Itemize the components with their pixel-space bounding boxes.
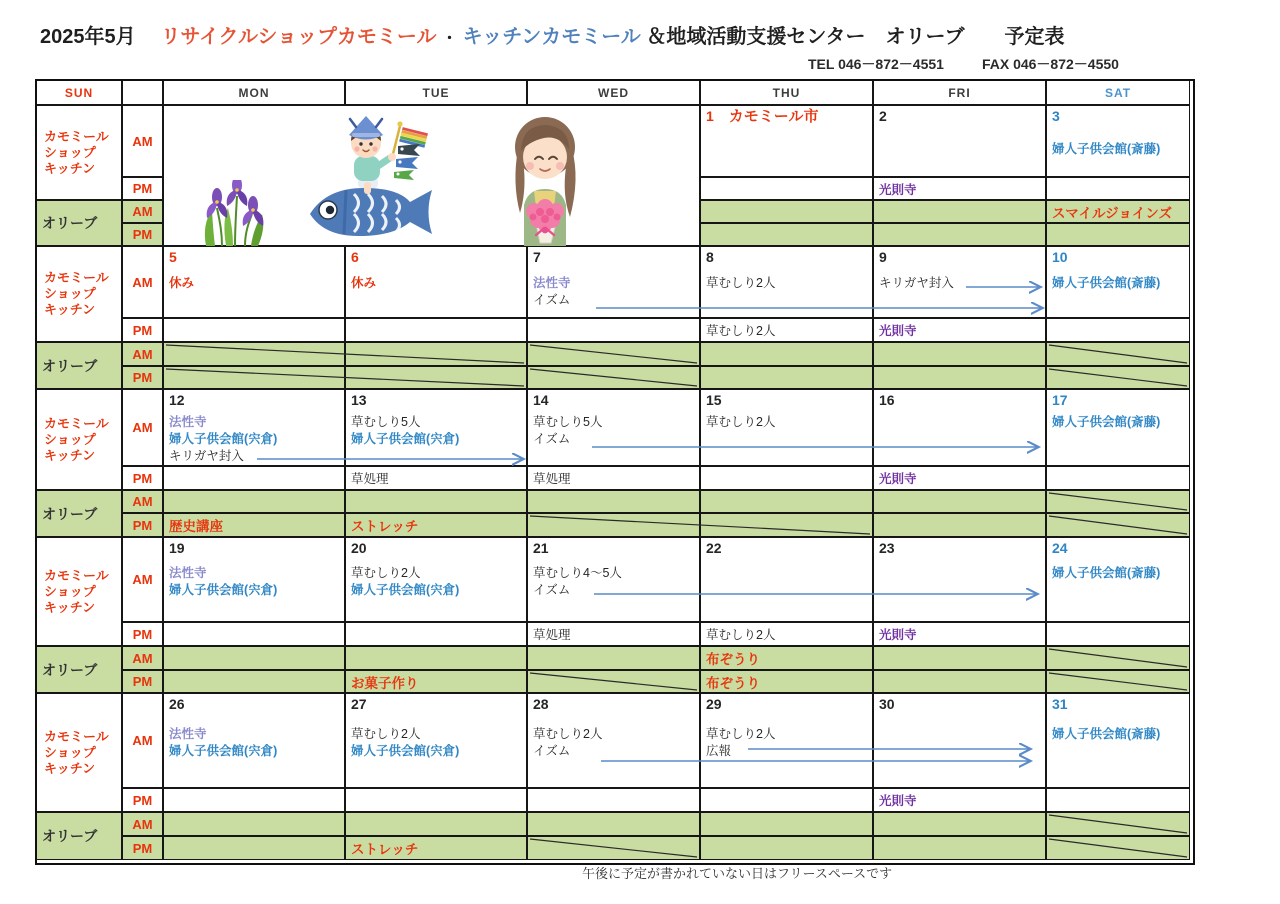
day-cell-olive-pm xyxy=(527,513,700,537)
day-number: 9 xyxy=(879,249,887,265)
day-cell-olive-pm xyxy=(873,223,1046,246)
am-events xyxy=(164,275,344,292)
day-cell-am xyxy=(1046,693,1190,788)
day-cell-olive-pm xyxy=(345,366,527,389)
day-cell-pm xyxy=(527,788,700,812)
am-row-label: AM xyxy=(122,646,163,670)
event-text: 法性寺 xyxy=(169,727,207,741)
day-header-fri: FRI xyxy=(873,80,1046,105)
pm-row-label: PM xyxy=(122,318,163,342)
event-text: 法性寺 xyxy=(533,276,571,290)
event-text: 婦人子供会館(宍倉) xyxy=(351,744,460,758)
am-row-label: AM xyxy=(122,105,163,177)
day-cell-olive-pm xyxy=(873,366,1046,389)
boy-on-koinobori-illustration xyxy=(306,114,438,246)
day-cell-pm xyxy=(1046,318,1190,342)
day-cell-am xyxy=(163,246,345,318)
event-text: 婦人子供会館(宍倉) xyxy=(169,744,278,758)
day-cell-olive-am xyxy=(345,812,527,836)
day-cell-olive-pm xyxy=(1046,223,1190,246)
day-number: 3 xyxy=(1052,108,1060,124)
event-text: 広報 xyxy=(706,744,732,758)
day-cell-olive-pm xyxy=(163,836,345,860)
day-cell-am xyxy=(527,389,700,466)
event-text: 法性寺 xyxy=(169,566,207,580)
event-text: 婦人子供会館(宍倉) xyxy=(169,583,278,597)
day-cell-pm xyxy=(1046,177,1190,200)
day-number: 12 xyxy=(169,392,185,408)
day-cell-olive-am xyxy=(527,490,700,513)
day-cell-pm xyxy=(873,788,1046,812)
day-cell-olive-am xyxy=(700,342,873,366)
am-events xyxy=(874,275,1045,292)
am-events xyxy=(1047,726,1189,743)
pm-row-label: PM xyxy=(122,177,163,200)
event-text: 草むしり2人 xyxy=(706,628,776,642)
day-cell-pm xyxy=(163,466,345,490)
day-number: 21 xyxy=(533,540,549,556)
am-events xyxy=(164,565,344,599)
contact-info xyxy=(808,54,1119,74)
day-cell-olive-am xyxy=(163,490,345,513)
day-cell-am xyxy=(163,537,345,622)
pm-row-label: PM xyxy=(122,788,163,812)
shop-label-line: キッチン xyxy=(44,760,96,776)
day-cell-pm xyxy=(345,788,527,812)
shop-label-line: カモミール xyxy=(44,728,109,744)
shop-row-label xyxy=(36,389,122,490)
day-header-thu: THU xyxy=(700,80,873,105)
day-cell-olive-am xyxy=(163,646,345,670)
day-cell-olive-pm xyxy=(345,836,527,860)
day-cell-olive-pm xyxy=(163,366,345,389)
day-cell-am xyxy=(345,693,527,788)
day-cell-olive-pm xyxy=(700,513,873,537)
event-text: 婦人子供会館(斎藤) xyxy=(1052,566,1161,580)
day-number: 20 xyxy=(351,540,367,556)
shop-label-line: ショップ xyxy=(44,744,96,760)
day-cell-pm xyxy=(700,177,873,200)
day-header-sat: SAT xyxy=(1046,80,1190,105)
am-events xyxy=(346,726,526,760)
shop-row-label xyxy=(36,105,122,200)
day-cell-olive-am xyxy=(700,812,873,836)
am-row-label: AM xyxy=(122,490,163,513)
day-cell-olive-am xyxy=(527,812,700,836)
day-number: 29 xyxy=(706,696,722,712)
olive-row-label: オリーブ xyxy=(36,812,122,860)
day-cell-am xyxy=(873,246,1046,318)
day-header-tue: TUE xyxy=(345,80,527,105)
day-cell-olive-pm xyxy=(873,670,1046,693)
day-cell-am xyxy=(527,693,700,788)
day-number: 6 xyxy=(351,249,359,265)
day-cell-olive-am xyxy=(1046,342,1190,366)
day-cell-olive-pm xyxy=(1046,836,1190,860)
pm-row-label: PM xyxy=(122,466,163,490)
day-cell-am xyxy=(345,389,527,466)
am-row-label: AM xyxy=(122,389,163,466)
day-cell-pm xyxy=(163,318,345,342)
day-cell-pm xyxy=(873,177,1046,200)
day-number: 8 xyxy=(706,249,714,265)
day-cell-olive-am xyxy=(1046,812,1190,836)
day-cell-olive-am xyxy=(873,200,1046,223)
day-cell-pm xyxy=(345,622,527,646)
event-text: 休み xyxy=(351,276,377,290)
day-cell-olive-pm xyxy=(873,513,1046,537)
day-cell-am xyxy=(345,537,527,622)
day-cell-olive-pm xyxy=(1046,513,1190,537)
am-row-label: AM xyxy=(122,200,163,223)
event-text: 布ぞうり xyxy=(706,652,760,667)
day-cell-olive-am xyxy=(1046,200,1190,223)
event-text: 草むしり4～5人 xyxy=(533,566,622,580)
day-number: 2 xyxy=(879,108,887,124)
am-row-label: AM xyxy=(122,537,163,622)
olive-row-label: オリーブ xyxy=(36,646,122,693)
day-cell-pm xyxy=(163,622,345,646)
title-month: 2025年5月 xyxy=(40,26,136,48)
day-number: 7 xyxy=(533,249,541,265)
shop-label-line: カモミール xyxy=(44,567,109,583)
event-text: 布ぞうり xyxy=(706,675,760,691)
event-text: 草むしり2人 xyxy=(706,415,776,429)
day-cell-olive-pm xyxy=(163,513,345,537)
day-number: 31 xyxy=(1052,696,1068,712)
day-cell-olive-am xyxy=(527,646,700,670)
event-text: 草むしり2人 xyxy=(706,324,776,338)
day-cell-olive-am xyxy=(345,490,527,513)
event-text: 光則寺 xyxy=(879,794,917,808)
event-text: 草処理 xyxy=(351,472,389,486)
am-events xyxy=(701,726,872,760)
day-number: 14 xyxy=(533,392,549,408)
day-cell-am xyxy=(700,537,873,622)
event-text: 婦人子供会館(斎藤) xyxy=(1052,276,1161,290)
footnote: 午後に予定が書かれていない日はフリースペースです xyxy=(582,866,893,881)
am-row-label: AM xyxy=(122,693,163,788)
event-text: 光則寺 xyxy=(879,628,917,642)
day-cell-olive-am xyxy=(527,342,700,366)
day-cell-olive-pm xyxy=(527,670,700,693)
day-number: 22 xyxy=(706,540,722,556)
event-text: スマイルジョインズ xyxy=(1052,205,1172,221)
page-title xyxy=(40,20,1065,49)
day-cell-am xyxy=(1046,105,1190,177)
day-cell-olive-am xyxy=(700,490,873,513)
event-text: 婦人子供会館(斎藤) xyxy=(1052,727,1161,741)
day-cell-olive-pm xyxy=(527,366,700,389)
event-text: イズム xyxy=(533,293,571,307)
shop-label-line: キッチン xyxy=(44,160,96,176)
day-header-mon: MON xyxy=(163,80,345,105)
event-text: 婦人子供会館(斎藤) xyxy=(1052,415,1161,429)
event-text: 婦人子供会館(宍倉) xyxy=(351,432,460,446)
am-events xyxy=(1047,141,1189,158)
event-text: イズム xyxy=(533,744,571,758)
event-text: イズム xyxy=(533,583,571,597)
event-text: 法性寺 xyxy=(169,415,207,429)
event-text: 婦人子供会館(宍倉) xyxy=(169,432,278,446)
am-events xyxy=(701,275,872,292)
shop-label-line: キッチン xyxy=(44,302,96,317)
event-text: 草むしり5人 xyxy=(533,415,603,429)
am-events xyxy=(1047,275,1189,292)
event-text: 光則寺 xyxy=(879,182,917,197)
day-cell-am xyxy=(873,537,1046,622)
event-text: お菓子作り xyxy=(351,675,419,691)
event-text: 草むしり2人 xyxy=(351,566,421,580)
day-cell-am xyxy=(527,246,700,318)
shop-label-line: キッチン xyxy=(44,599,96,615)
day-number: 1 カモミール市 xyxy=(706,108,819,125)
day-cell-olive-am xyxy=(345,646,527,670)
day-cell-olive-am xyxy=(345,342,527,366)
event-text: ストレッチ xyxy=(351,519,419,534)
shop-label-line: ショップ xyxy=(44,431,96,447)
day-cell-pm xyxy=(527,466,700,490)
shop-label-line: ショップ xyxy=(44,144,96,160)
event-text: 草むしり2人 xyxy=(351,727,421,741)
day-cell-pm xyxy=(700,788,873,812)
day-cell-olive-pm xyxy=(345,513,527,537)
day-cell-olive-am xyxy=(873,490,1046,513)
day-cell-am xyxy=(163,693,345,788)
tel-number: TEL 046－872－4551 xyxy=(808,56,944,72)
day-cell-olive-am xyxy=(873,812,1046,836)
pm-row-label: PM xyxy=(122,836,163,860)
title-rest: ＆地域活動支援センター オリーブ 予定表 xyxy=(646,26,1065,48)
fax-number: FAX 046－872－4550 xyxy=(981,56,1119,72)
day-cell-olive-am xyxy=(1046,646,1190,670)
day-cell-pm xyxy=(1046,466,1190,490)
event-text: ストレッチ xyxy=(351,842,419,857)
event-text: 草むしり2人 xyxy=(706,727,776,741)
day-cell-olive-pm xyxy=(163,670,345,693)
pm-row-label: PM xyxy=(122,622,163,646)
day-cell-am xyxy=(700,389,873,466)
day-cell-olive-am xyxy=(873,646,1046,670)
am-events xyxy=(528,726,699,760)
event-text: キリガヤ封入 xyxy=(169,449,244,463)
day-cell-am xyxy=(345,246,527,318)
shop-label-line: ショップ xyxy=(44,583,96,599)
day-number: 19 xyxy=(169,540,185,556)
event-text: 草むしり2人 xyxy=(533,727,603,741)
am-events xyxy=(528,414,699,448)
day-cell-pm xyxy=(700,622,873,646)
am-events xyxy=(346,275,526,292)
day-cell-pm xyxy=(163,788,345,812)
event-text: 婦人子供会館(宍倉) xyxy=(351,583,460,597)
am-events xyxy=(1047,565,1189,582)
iris-flowers-illustration xyxy=(192,180,274,246)
day-cell-olive-pm xyxy=(700,366,873,389)
day-number: 23 xyxy=(879,540,895,556)
day-cell-am xyxy=(700,105,873,177)
day-number: 28 xyxy=(533,696,549,712)
shop-label-line: キッチン xyxy=(44,447,96,463)
day-cell-am xyxy=(1046,537,1190,622)
pm-row-label: PM xyxy=(122,223,163,246)
shop-label-line: カモミール xyxy=(44,415,109,431)
event-text: イズム xyxy=(533,432,571,446)
day-cell-pm xyxy=(345,466,527,490)
event-text: 婦人子供会館(斎藤) xyxy=(1052,142,1161,156)
day-header-wed: WED xyxy=(527,80,700,105)
event-text: 歴史講座 xyxy=(169,519,223,534)
day-cell-olive-am xyxy=(163,812,345,836)
day-cell-olive-pm xyxy=(700,670,873,693)
shop-row-label xyxy=(36,693,122,812)
day-cell-pm xyxy=(873,318,1046,342)
day-cell-olive-am xyxy=(873,342,1046,366)
event-text: 休み xyxy=(169,276,195,290)
day-cell-am xyxy=(873,105,1046,177)
day-number: 26 xyxy=(169,696,185,712)
olive-row-label: オリーブ xyxy=(36,342,122,389)
day-cell-am xyxy=(873,693,1046,788)
day-cell-pm xyxy=(700,318,873,342)
day-number: 27 xyxy=(351,696,367,712)
event-text: 草むしり2人 xyxy=(706,276,776,290)
day-cell-olive-pm xyxy=(345,670,527,693)
event-text: 光則寺 xyxy=(879,324,917,338)
day-cell-am xyxy=(163,389,345,466)
title-dot: ・ xyxy=(442,30,458,47)
title-org-recycle: リサイクルショップカモミール xyxy=(160,26,437,48)
shop-label-line: カモミール xyxy=(44,270,109,285)
day-number: 5 xyxy=(169,249,177,265)
am-events xyxy=(701,414,872,431)
am-row-label: AM xyxy=(122,246,163,318)
day-cell-olive-pm xyxy=(527,836,700,860)
am-row-label: AM xyxy=(122,812,163,836)
day-cell-olive-am xyxy=(163,342,345,366)
day-cell-olive-pm xyxy=(873,836,1046,860)
event-text: キリガヤ封入 xyxy=(879,276,954,290)
day-header-sun: SUN xyxy=(36,80,122,105)
day-number: 17 xyxy=(1052,392,1068,408)
day-header-blank xyxy=(122,80,163,105)
day-cell-olive-am xyxy=(700,200,873,223)
day-cell-pm xyxy=(700,466,873,490)
event-text: 草むしり5人 xyxy=(351,415,421,429)
day-cell-pm xyxy=(345,318,527,342)
am-events xyxy=(1047,414,1189,431)
event-text: 草処理 xyxy=(533,628,571,642)
day-cell-pm xyxy=(1046,622,1190,646)
event-text: 光則寺 xyxy=(879,472,917,486)
shop-row-label xyxy=(36,246,122,342)
event-text: カモミール市 xyxy=(713,108,819,125)
am-events xyxy=(346,565,526,599)
am-events xyxy=(528,565,699,599)
olive-row-label: オリーブ xyxy=(36,490,122,537)
day-cell-olive-am xyxy=(700,646,873,670)
shop-label-line: ショップ xyxy=(44,286,96,301)
pm-row-label: PM xyxy=(122,366,163,389)
day-cell-pm xyxy=(873,622,1046,646)
day-number: 10 xyxy=(1052,249,1068,265)
day-cell-pm xyxy=(873,466,1046,490)
day-number: 24 xyxy=(1052,540,1068,556)
title-org-kitchen: キッチンカモミール xyxy=(462,26,641,48)
day-cell-am xyxy=(1046,389,1190,466)
day-cell-olive-pm xyxy=(1046,366,1190,389)
pm-row-label: PM xyxy=(122,513,163,537)
shop-row-label xyxy=(36,537,122,646)
day-number: 15 xyxy=(706,392,722,408)
day-cell-olive-am xyxy=(1046,490,1190,513)
day-cell-olive-pm xyxy=(700,223,873,246)
day-cell-pm xyxy=(527,318,700,342)
day-number: 16 xyxy=(879,392,895,408)
woman-with-carnation-bouquet-illustration xyxy=(498,113,592,246)
day-cell-am xyxy=(1046,246,1190,318)
olive-row-label: オリーブ xyxy=(36,200,122,246)
day-cell-am xyxy=(700,693,873,788)
day-number: 30 xyxy=(879,696,895,712)
am-row-label: AM xyxy=(122,342,163,366)
day-number: 13 xyxy=(351,392,367,408)
am-events xyxy=(164,726,344,760)
day-cell-am xyxy=(873,389,1046,466)
day-cell-am xyxy=(700,246,873,318)
shop-label-line: カモミール xyxy=(44,128,109,144)
am-events xyxy=(528,275,699,309)
day-cell-am xyxy=(527,537,700,622)
day-cell-pm xyxy=(1046,788,1190,812)
am-events xyxy=(164,414,344,465)
am-events xyxy=(346,414,526,448)
day-cell-olive-pm xyxy=(1046,670,1190,693)
day-cell-pm xyxy=(527,622,700,646)
day-cell-olive-pm xyxy=(700,836,873,860)
event-text: 草処理 xyxy=(533,472,571,486)
pm-row-label: PM xyxy=(122,670,163,693)
